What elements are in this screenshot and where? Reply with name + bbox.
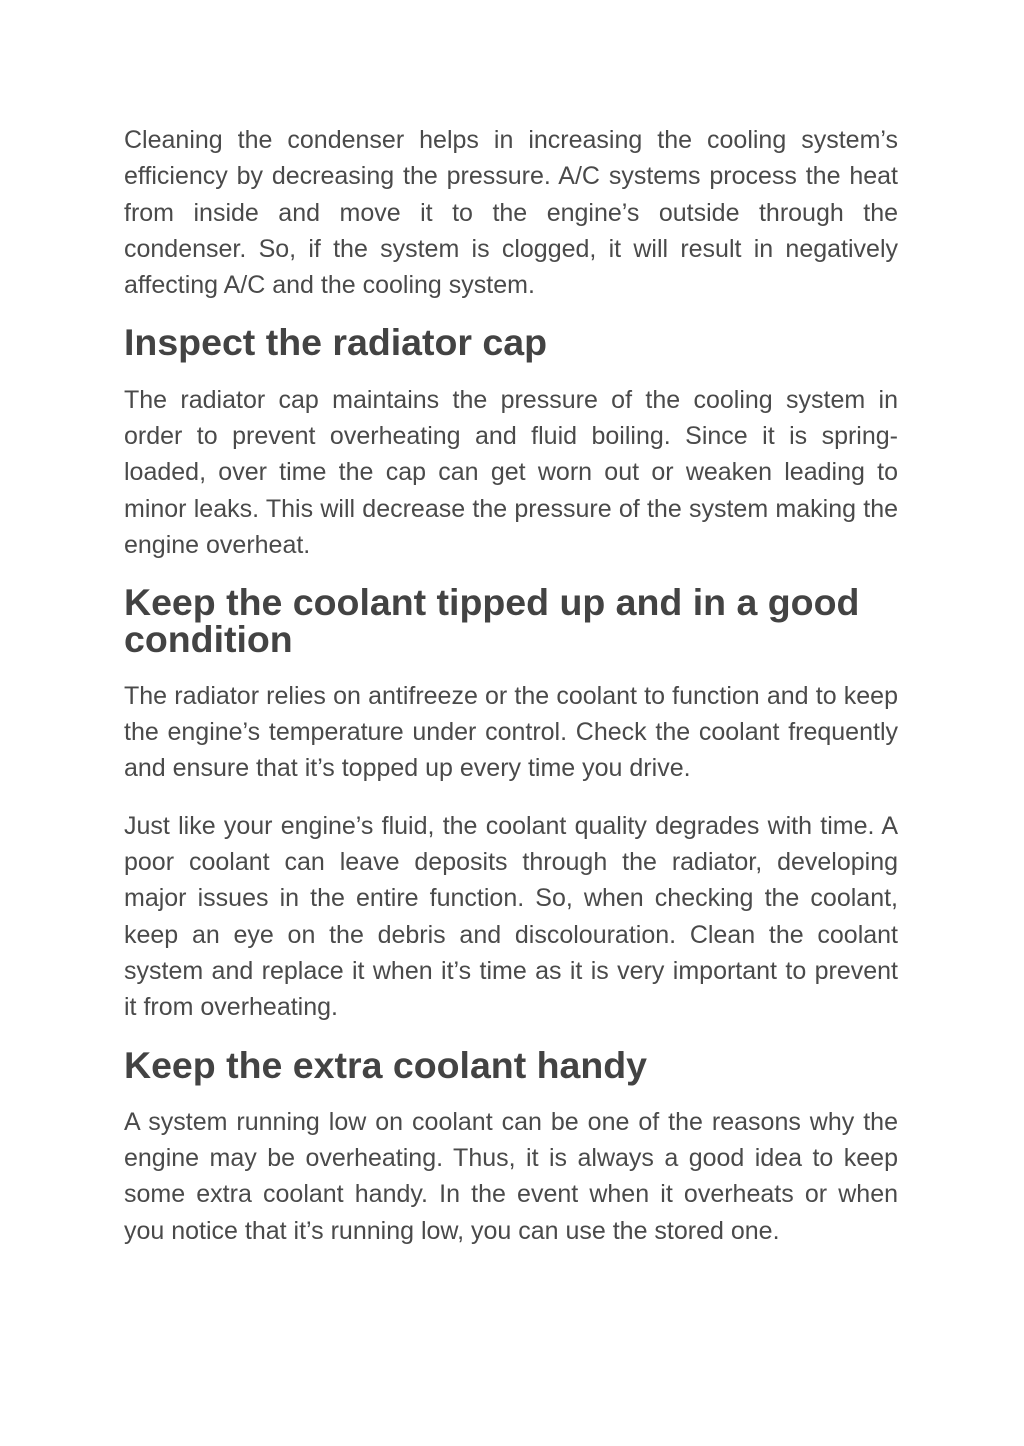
heading-inspect-radiator-cap: Inspect the radiator cap <box>124 321 548 364</box>
document-page <box>124 122 898 1270</box>
heading-keep-coolant-topped-up: Keep the coolant tipped up and in a good condition <box>124 581 860 660</box>
paragraph-coolant-quality: Just like your engine’s fluid, the coolant quality degrades with time. A poor coolant can leave deposits through the radiator, developing major issues in the entire function. So, when checking the coolant, keep an eye on the debris and discolouration. Clean the coolant system and replace it when it’s time as it is very important to prevent it from overheating. <box>124 811 898 1022</box>
paragraph-radiator-cap: The radiator cap maintains the pressure of the cooling system in order to prevent overheating and fluid boiling. Since it is spring-loaded, over time the cap can get worn out or weaken leading to minor leaks. This will decrease the pressure of the system making the engine overheat. <box>124 385 898 559</box>
paragraph-coolant-function: The radiator relies on antifreeze or the coolant to function and to keep the engine’s temperature under control. Check the coolant frequently and ensure that it’s topped up every time you drive. <box>124 681 898 783</box>
paragraph-condenser: Cleaning the condenser helps in increasing the cooling system’s efficiency by decreasing the pressure. A/C systems process the heat from inside and move it to the engine’s outside through the condenser. So, if the system is clogged, it will result in negatively affecting A/C and the cooling system. <box>124 126 898 300</box>
heading-extra-coolant: Keep the extra coolant handy <box>124 1043 648 1086</box>
paragraph-extra-coolant: A system running low on coolant can be one of the reasons why the engine may be overheating. Thus, it is always a good idea to keep some extra coolant handy. In the event when it overheats or when you notice that it’s running low, you can use the stored one. <box>124 1107 898 1245</box>
